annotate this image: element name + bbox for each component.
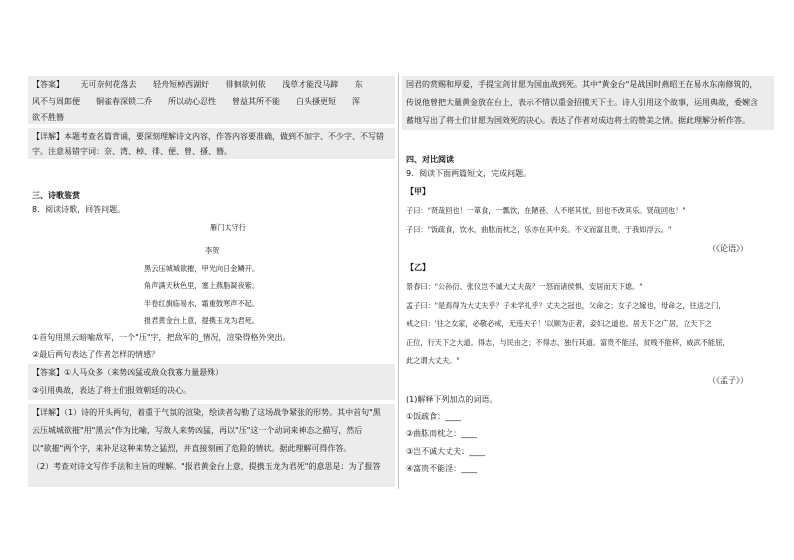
cont-line1: 国君的赏赐和厚爱，手提宝剑甘愿为国血战到死。其中"黄金台"是战国时燕昭王在易水东南修筑的， xyxy=(406,80,758,89)
cont-line3: 蓄地写出了将士们甘愿为国效死的决心。表达了作者对成边将士的赞美之情。据此理解分析作答。 xyxy=(406,116,750,125)
answer1-line2: 风不与周郎便 铜雀春深锁二乔 所以动心忍性 曾益其所不能 白头搔更短 浑 xyxy=(32,97,360,106)
vocab-label: ①饭疏食： xyxy=(406,412,446,421)
answer-blank[interactable]: ____ xyxy=(461,464,478,473)
column-divider xyxy=(398,74,399,489)
vocab-label: ②曲肱而枕之： xyxy=(406,429,462,438)
q8-prompt: 8．阅读诗歌，回答问题。 xyxy=(32,205,126,214)
answer1-item: 东 xyxy=(354,80,363,89)
yi-line5: 此之谓大丈夫。" xyxy=(406,356,460,365)
poem-line: 黑云压城城欲摧，甲光向日金鳞开。 xyxy=(144,264,260,273)
yi-line4: 正位，行天下之大道。得志，与民由之；不得志，独行其道。富贵不能淫，贫贱不能移，威武不能屈， xyxy=(406,338,730,347)
jia-line2: 子曰："饭疏食，饮水，曲肱而枕之，乐亦在其中矣。不义而富且贵，于我如浮云。" xyxy=(406,225,672,234)
answer1-item: 浅草才能没马蹄 xyxy=(282,80,339,89)
right-column xyxy=(402,0,776,560)
vocab-item xyxy=(406,446,485,457)
left-column xyxy=(20,0,395,560)
yi-line2: 孟子曰："是焉得为大丈夫乎？子未学礼乎？丈夫之冠也，父命之；女子之嫁也，母命之，往送之门， xyxy=(406,301,726,310)
poem-line: 报君黄金台上意，提携玉龙为君死。 xyxy=(144,316,260,325)
answer-blank[interactable]: ____ xyxy=(445,412,462,421)
yi-line3: 戒之曰：'往之女家，必敬必戒，无违夫子！'以顺为正者，妾妇之道也。居天下之广居，立天下之 xyxy=(406,319,712,328)
q8-sub1: ①首句用黑云暗喻敌军，一个"压"字，把敌军的_情况，渲染得格外突出。 xyxy=(32,333,291,342)
detail2-line3: 以"欲摧"两个字，来补足这种来势之猛烈，并直接刻画了危险的情状。据此理解可得作答。 xyxy=(32,444,352,453)
section3-title: 三、诗歌鉴赏 xyxy=(32,191,80,200)
detail1-line2: 字。注意易错字词：奈、湾、棹、徘、便、曾、搔、簪。 xyxy=(32,147,232,156)
answer1-line1 xyxy=(32,79,363,90)
poem-title: 雁门太守行 xyxy=(210,223,246,232)
q8-sub2: ②最后两句表达了作者怎样的情感？ xyxy=(32,350,160,359)
answer-blank[interactable]: ____ xyxy=(461,429,478,438)
poem-line: 角声满天秋色里，塞上燕脂凝夜紫。 xyxy=(144,281,260,290)
poem-author: 李贺 xyxy=(205,246,220,255)
answer2-line2: ②引用典故，表达了将士们报效朝廷的决心。 xyxy=(32,386,192,395)
vocab-item xyxy=(406,428,477,439)
vocab-item xyxy=(406,411,461,422)
yi-line1: 景春曰："公孙衍、张仪岂不诚大丈夫哉？一怒而诸侯惧，安居而天下熄。" xyxy=(406,282,643,291)
cont-line2: 传说他曾把大量黄金放在台上，表示不惜以重金招揽天下士。诗人引用这个故事，运用典故，委婉含 xyxy=(406,98,758,107)
answer1-label: 【答案】 xyxy=(32,80,64,89)
detail1-line1: 【详解】本题考查名篇背诵，要深刻理解诗文内容，作答内容要准确，做到不加字、不少字、不写错 xyxy=(32,132,384,141)
q9-prompt: 9．阅读下面两篇短文，完成问题。 xyxy=(406,169,532,178)
answer2-line1: 【答案】①人马众多（来势凶猛或敌众我寡力量悬殊） xyxy=(32,368,224,377)
vocab-label: ④富贵不能淫： xyxy=(406,464,462,473)
answer1-item: 徘徊欲何依 xyxy=(225,80,266,89)
vocab-item xyxy=(406,463,477,474)
jia-line1: 子曰："贤哉回也！一箪食，一瓢饮，在陋巷，人不堪其忧，回也不改其乐。贤哉回也！" xyxy=(406,206,686,215)
yi-citation: （《孟子》） xyxy=(708,376,748,385)
answer1-item: 无可奈何花落去 xyxy=(80,80,137,89)
poem-line: 半卷红旗临易水，霜重鼓寒声不起。 xyxy=(144,299,260,308)
vocab-label: ③岂不诚大丈夫： xyxy=(406,447,470,456)
answer-blank[interactable]: ____ xyxy=(469,447,486,456)
detail2-line4: （2）考查对诗文写作手法和主旨的理解。"报君黄金台上意，提携玉龙为君死"的意思是：为了报答 xyxy=(32,462,381,471)
answer1-item: 轻舟短棹西湖好 xyxy=(153,80,210,89)
detail2-line2: 云压城城欲摧"用"黑云"作为比喻，写敌人来势凶猛，再以"压"这一个动词来神态之描写，然后 xyxy=(32,426,363,435)
jia-citation: （《论语》） xyxy=(708,244,748,253)
section4-title: 四、对比阅读 xyxy=(406,155,454,164)
jia-label: 【甲】 xyxy=(406,187,430,196)
answer1-line3: 欲不胜簪 xyxy=(32,113,64,122)
yi-label: 【乙】 xyxy=(406,263,430,272)
detail2-line1: 【详解】（1）诗的开头两句，着重于气氛的渲染，绘读者勾勒了这场战争紧张的形势。其中首句"黑 xyxy=(32,408,381,417)
q9-sub1: (1)解释下列加点的词语。 xyxy=(406,395,498,404)
